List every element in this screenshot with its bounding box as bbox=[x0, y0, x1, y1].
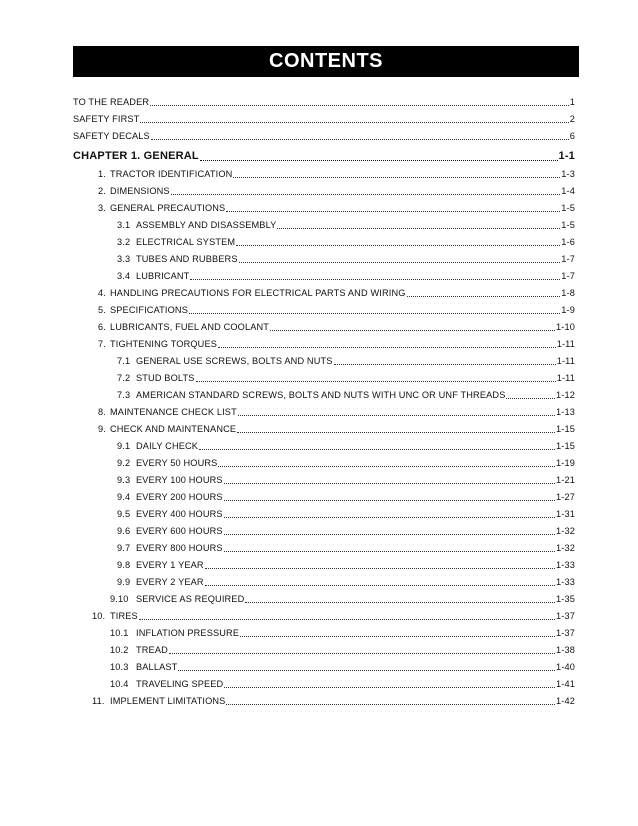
toc-entry-label: EVERY 1 YEAR bbox=[136, 560, 204, 570]
toc-leader-dots bbox=[205, 559, 555, 569]
toc-entry-page: 1-15 bbox=[556, 441, 575, 451]
toc-entry-number: 7.3 bbox=[117, 390, 131, 400]
toc-entry-number: 6. bbox=[98, 322, 106, 332]
toc-entry-page: 1-32 bbox=[556, 543, 575, 553]
toc-leader-dots bbox=[151, 130, 569, 140]
toc-entry-9-3[interactable] bbox=[117, 474, 575, 487]
toc-entry-page: 1 bbox=[569, 97, 575, 107]
toc-entry-page: 1-21 bbox=[556, 475, 575, 485]
toc-entry-page: 1-35 bbox=[556, 594, 575, 604]
toc-entry-page: 1-11 bbox=[556, 373, 575, 383]
toc-entry-label: EVERY 200 HOURS bbox=[136, 492, 223, 502]
toc-entry-9-6[interactable] bbox=[117, 525, 575, 538]
toc-entry-number: 10.1 bbox=[110, 628, 129, 638]
toc-entry-page: 1-4 bbox=[561, 186, 575, 196]
toc-entry-page: 1-33 bbox=[556, 560, 575, 570]
toc-entry-3-2[interactable] bbox=[117, 236, 575, 249]
toc-entry-number: 7.1 bbox=[117, 356, 131, 366]
toc-leader-dots bbox=[224, 678, 555, 688]
toc-entry-number: 9.3 bbox=[117, 475, 131, 485]
toc-entry-number: 9.7 bbox=[117, 543, 131, 553]
toc-entry-safety-decals[interactable] bbox=[73, 130, 575, 143]
toc-entry-10-3[interactable] bbox=[110, 661, 575, 674]
toc-entry-page: 1-13 bbox=[556, 407, 575, 417]
toc-leader-dots bbox=[233, 168, 560, 178]
toc-entry-page: 1-8 bbox=[561, 288, 575, 298]
toc-entry-label: CHECK AND MAINTENANCE bbox=[110, 424, 237, 434]
toc-leader-dots bbox=[407, 287, 561, 297]
toc-entry-label: SERVICE AS REQUIRED bbox=[136, 594, 245, 604]
toc-entry-label: ELECTRICAL SYSTEM bbox=[136, 237, 236, 247]
toc-entry-9[interactable] bbox=[98, 423, 575, 436]
toc-entry-number: 10.2 bbox=[110, 645, 129, 655]
toc-entry-page: 1-6 bbox=[561, 237, 575, 247]
toc-entry-3-4[interactable] bbox=[117, 270, 575, 283]
toc-entry-9-7[interactable] bbox=[117, 542, 575, 555]
toc-entry-label: DAILY CHECK bbox=[136, 441, 199, 451]
toc-entry-label: AMERICAN STANDARD SCREWS, BOLTS AND NUTS WITH UNC OR UNF THREADS bbox=[136, 390, 506, 400]
toc-entry-chapter-1[interactable] bbox=[73, 149, 575, 164]
toc-entry-page: 1-5 bbox=[561, 220, 575, 230]
toc-entry-number: 3.3 bbox=[117, 254, 131, 264]
toc-leader-dots bbox=[237, 423, 555, 433]
toc-entry-page: 1-37 bbox=[556, 628, 575, 638]
toc-entry-label: TUBES AND RUBBERS bbox=[136, 254, 238, 264]
toc-entry-page: 1-12 bbox=[556, 390, 575, 400]
toc-entry-label: TIRES bbox=[110, 611, 138, 621]
toc-entry-page: 1-27 bbox=[556, 492, 575, 502]
toc-entry-9-4[interactable] bbox=[117, 491, 575, 504]
toc-entry-page: 1-32 bbox=[556, 526, 575, 536]
toc-entry-label: IMPLEMENT LIMITATIONS bbox=[110, 696, 226, 706]
toc-entry-to-the-reader[interactable] bbox=[73, 96, 575, 109]
toc-leader-dots bbox=[190, 270, 560, 280]
toc-entry-10-2[interactable] bbox=[110, 644, 575, 657]
toc-leader-dots bbox=[200, 149, 558, 161]
toc-entry-number: 10.4 bbox=[110, 679, 129, 689]
toc-leader-dots bbox=[205, 576, 555, 586]
toc-entry-page: 1-40 bbox=[556, 662, 575, 672]
toc-entry-number: 3.1 bbox=[117, 220, 131, 230]
toc-entry-page: 1-7 bbox=[561, 271, 575, 281]
toc-leader-dots bbox=[238, 406, 555, 416]
toc-entry-label: EVERY 2 YEAR bbox=[136, 577, 204, 587]
toc-entry-label: TRACTOR IDENTIFICATION bbox=[110, 169, 233, 179]
toc-entry-number: 9.9 bbox=[117, 577, 131, 587]
toc-entry-page: 1-37 bbox=[556, 611, 575, 621]
toc-entry-number: 11. bbox=[92, 696, 105, 706]
toc-entry-number: 9.6 bbox=[117, 526, 131, 536]
toc-entry-label: EVERY 50 HOURS bbox=[136, 458, 218, 468]
toc-entry-page: 1-5 bbox=[561, 203, 575, 213]
toc-entry-9-8[interactable] bbox=[117, 559, 575, 572]
toc-entry-label: TRAVELING SPEED bbox=[136, 679, 224, 689]
toc-entry-label: SAFETY DECALS bbox=[73, 131, 150, 141]
toc-entry-page: 2 bbox=[569, 114, 575, 124]
toc-entry-1[interactable] bbox=[98, 168, 575, 181]
toc-leader-dots bbox=[236, 236, 560, 246]
toc-entry-8[interactable] bbox=[98, 406, 575, 419]
toc-entry-number: 2. bbox=[98, 186, 106, 196]
toc-entry-label: MAINTENANCE CHECK LIST bbox=[110, 407, 237, 417]
toc-entry-9-1[interactable] bbox=[117, 440, 575, 453]
toc-leader-dots bbox=[224, 474, 555, 484]
toc-entry-page: 1-19 bbox=[556, 458, 575, 468]
toc-entry-7-3[interactable] bbox=[117, 389, 575, 402]
toc-entry-number: 4. bbox=[98, 288, 106, 298]
toc-entry-page: 1-41 bbox=[556, 679, 575, 689]
toc-leader-dots bbox=[224, 525, 555, 535]
toc-leader-dots bbox=[270, 321, 555, 331]
toc-entry-number: 9. bbox=[98, 424, 106, 434]
toc-entry-10-4[interactable] bbox=[110, 678, 575, 691]
toc-entry-label: TREAD bbox=[136, 645, 168, 655]
toc-leader-dots bbox=[226, 695, 555, 705]
toc-entry-label: HANDLING PRECAUTIONS FOR ELECTRICAL PARTS AND WIRING bbox=[110, 288, 406, 298]
toc-entry-number: 9.2 bbox=[117, 458, 131, 468]
toc-entry-page: 1-38 bbox=[556, 645, 575, 655]
toc-entry-label: GENERAL PRECAUTIONS bbox=[110, 203, 226, 213]
toc-entry-9-5[interactable] bbox=[117, 508, 575, 521]
toc-entry-9-2[interactable] bbox=[117, 457, 575, 470]
toc-leader-dots bbox=[196, 372, 556, 382]
toc-leader-dots bbox=[334, 355, 556, 365]
toc-entry-number: 3. bbox=[98, 203, 106, 213]
toc-entry-number: 8. bbox=[98, 407, 106, 417]
toc-entry-label: GENERAL USE SCREWS, BOLTS AND NUTS bbox=[136, 356, 333, 366]
toc-entry-page: 1-1 bbox=[558, 150, 575, 162]
toc-entry-page: 1-15 bbox=[556, 424, 575, 434]
toc-entry-page: 6 bbox=[569, 131, 575, 141]
toc-leader-dots bbox=[169, 644, 555, 654]
toc-entry-11[interactable] bbox=[92, 695, 575, 708]
toc-entry-label: INFLATION PRESSURE bbox=[136, 628, 240, 638]
toc-entry-label: LUBRICANT bbox=[136, 271, 190, 281]
toc-leader-dots bbox=[277, 219, 560, 229]
toc-leader-dots bbox=[171, 185, 561, 195]
toc-entry-label: DIMENSIONS bbox=[110, 186, 170, 196]
toc-entry-label: EVERY 600 HOURS bbox=[136, 526, 223, 536]
toc-leader-dots bbox=[218, 338, 556, 348]
toc-entry-2[interactable] bbox=[98, 185, 575, 198]
toc-entry-number: 9.10 bbox=[110, 594, 129, 604]
toc-entry-10-1[interactable] bbox=[110, 627, 575, 640]
toc-leader-dots bbox=[226, 202, 560, 212]
toc-entry-number: 5. bbox=[98, 305, 106, 315]
toc-entry-3[interactable] bbox=[98, 202, 575, 215]
contents-title: CONTENTS bbox=[269, 50, 383, 72]
toc-entry-page: 1-3 bbox=[561, 169, 575, 179]
toc-entry-label: SPECIFICATIONS bbox=[110, 305, 188, 315]
toc-entry-page: 1-11 bbox=[556, 339, 575, 349]
toc-entry-page: 1-7 bbox=[561, 254, 575, 264]
toc-entry-safety-first[interactable] bbox=[73, 113, 575, 126]
toc-entry-number: 9.1 bbox=[117, 441, 131, 451]
toc-entry-label: EVERY 800 HOURS bbox=[136, 543, 223, 553]
toc-entry-number: 3.2 bbox=[117, 237, 131, 247]
toc-leader-dots bbox=[245, 593, 555, 603]
toc-entry-6[interactable] bbox=[98, 321, 575, 334]
toc-entry-label: ASSEMBLY AND DISASSEMBLY bbox=[136, 220, 277, 230]
toc-leader-dots bbox=[218, 457, 555, 467]
toc-leader-dots bbox=[224, 491, 555, 501]
toc-entry-7-1[interactable] bbox=[117, 355, 575, 368]
toc-entry-number: 10.3 bbox=[110, 662, 129, 672]
toc-leader-dots bbox=[150, 96, 569, 106]
toc-entry-9-10[interactable] bbox=[110, 593, 575, 606]
toc-entry-number: 3.4 bbox=[117, 271, 131, 281]
toc-leader-dots bbox=[224, 542, 555, 552]
toc-leader-dots bbox=[199, 440, 555, 450]
toc-entry-label: BALLAST bbox=[136, 662, 178, 672]
toc-leader-dots bbox=[139, 610, 555, 620]
toc-leader-dots bbox=[178, 661, 555, 671]
toc-entry-4[interactable] bbox=[98, 287, 575, 300]
toc-entry-page: 1-31 bbox=[556, 509, 575, 519]
toc-entry-label: CHAPTER 1. GENERAL bbox=[73, 150, 199, 162]
toc-entry-number: 9.8 bbox=[117, 560, 131, 570]
toc-entry-number: 10. bbox=[92, 611, 106, 621]
toc-entry-page: 1-11 bbox=[556, 356, 575, 366]
toc-entry-3-1[interactable] bbox=[117, 219, 575, 232]
toc-entry-3-3[interactable] bbox=[117, 253, 575, 266]
toc-entry-page: 1-42 bbox=[556, 696, 575, 706]
toc-leader-dots bbox=[140, 113, 568, 123]
toc-entry-7-2[interactable] bbox=[117, 372, 575, 385]
toc-entry-number: 1. bbox=[98, 169, 106, 179]
toc-entry-7[interactable] bbox=[98, 338, 575, 351]
toc-entry-9-9[interactable] bbox=[117, 576, 575, 589]
toc-leader-dots bbox=[239, 253, 561, 263]
toc-entry-number: 9.4 bbox=[117, 492, 131, 502]
toc-entry-5[interactable] bbox=[98, 304, 575, 317]
toc-entry-page: 1-33 bbox=[556, 577, 575, 587]
toc-leader-dots bbox=[240, 627, 555, 637]
toc-entry-10[interactable] bbox=[92, 610, 575, 623]
toc-leader-dots bbox=[506, 389, 555, 399]
toc-entry-page: 1-9 bbox=[561, 305, 575, 315]
toc-entry-label: EVERY 100 HOURS bbox=[136, 475, 223, 485]
toc-entry-number: 9.5 bbox=[117, 509, 131, 519]
toc-entry-label: STUD BOLTS bbox=[136, 373, 195, 383]
toc-entry-label: TIGHTENING TORQUES bbox=[110, 339, 218, 349]
toc-leader-dots bbox=[189, 304, 560, 314]
toc-entry-number: 7. bbox=[98, 339, 106, 349]
toc-entry-number: 7.2 bbox=[117, 373, 131, 383]
toc-entry-label: EVERY 400 HOURS bbox=[136, 509, 223, 519]
toc-entry-label: SAFETY FIRST bbox=[73, 114, 140, 124]
toc-entry-page: 1-10 bbox=[556, 322, 575, 332]
toc-entry-label: LUBRICANTS, FUEL AND COOLANT bbox=[110, 322, 270, 332]
toc-entry-label: TO THE READER bbox=[73, 97, 150, 107]
toc-leader-dots bbox=[224, 508, 555, 518]
